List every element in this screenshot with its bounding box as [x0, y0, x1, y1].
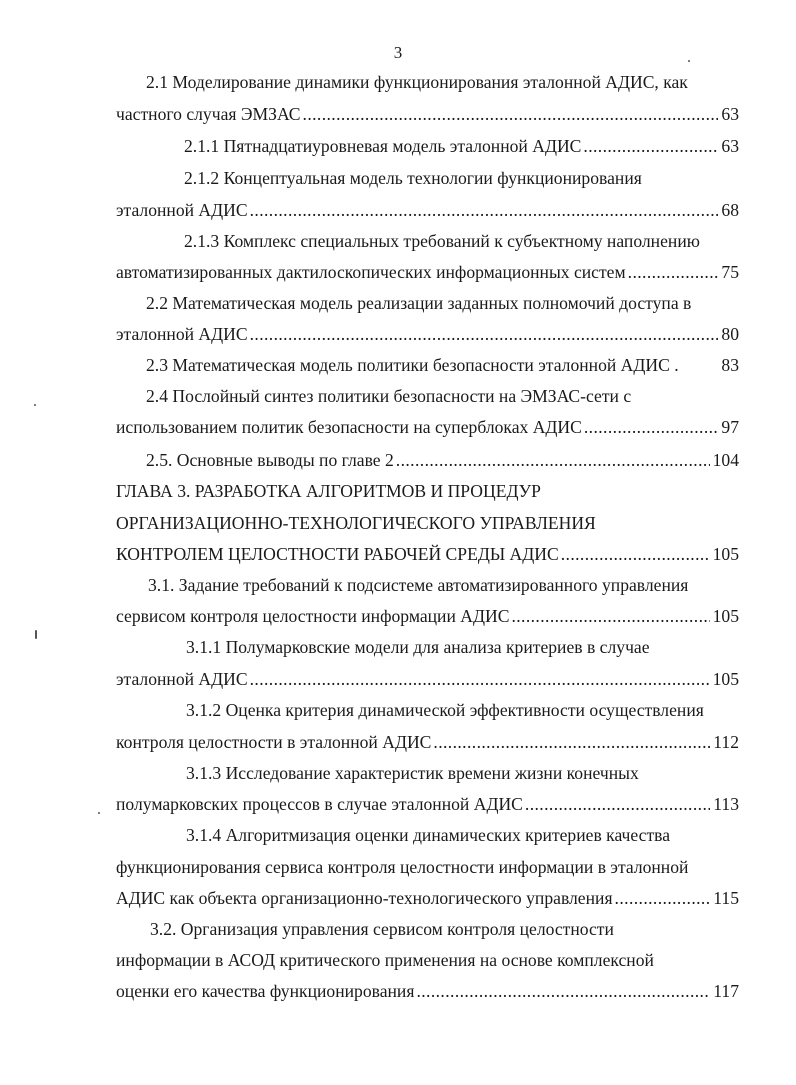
dot-leader	[433, 731, 710, 753]
toc-entry-2-1-2[interactable]: эталонной АДИС ..... 68	[116, 199, 739, 221]
toc-entry-3-1-1[interactable]: эталонной АДИС ..... 105	[116, 668, 739, 690]
toc-line: 3.1.3 Исследование характеристик времени жизни конечных	[186, 763, 639, 783]
dot-leader	[561, 543, 710, 565]
dot-leader	[584, 416, 719, 438]
scan-speck	[98, 812, 100, 814]
toc-page-number: 97	[721, 417, 739, 437]
toc-page-number: 63	[721, 136, 739, 156]
toc-entry-2-2[interactable]: эталонной АДИС ..... 80	[116, 323, 739, 345]
toc-line: информации в АСОД критического применения на основе комплексной	[116, 950, 654, 970]
scan-speck	[34, 404, 36, 406]
toc-line: 3.1.2 Оценка критерия динамической эффективности осуществления	[186, 700, 704, 720]
toc-page-number: 75	[721, 262, 739, 282]
toc-entry-3-1[interactable]: сервисом контроля целостности информации АДИС ..... 105	[116, 605, 739, 627]
toc-entry-2-4[interactable]: использованием политик безопасности на суперблоках АДИС ..... 97	[116, 416, 739, 438]
toc-line: 3.1.4 Алгоритмизация оценки динамических критериев качества	[186, 825, 671, 845]
toc-page-number: 80	[721, 324, 739, 344]
toc-entry-3-2[interactable]: оценки его качества функционирования ..... 117	[116, 980, 739, 1002]
scan-speck	[688, 60, 690, 62]
toc-page-number: 105	[712, 669, 739, 689]
toc-page-number: 83	[721, 355, 739, 375]
toc-entry-3-1-2[interactable]: контроля целостности в эталонной АДИС ..... 112	[116, 731, 739, 753]
dot-leader	[525, 793, 710, 815]
toc-line: 2.2 Математическая модель реализации заданных полномочий доступа в	[146, 293, 692, 313]
toc-line: 2.1.2 Концептуальная модель технологии функционирования	[184, 168, 642, 188]
dot-leader	[628, 261, 719, 283]
dot-leader	[396, 449, 710, 471]
toc-line: 2.4 Послойный синтез политики безопасности на ЭМЗАС-сети с	[146, 386, 632, 406]
dot-leader	[250, 323, 719, 345]
toc-page-number: 105	[712, 544, 739, 564]
dot-leader	[250, 199, 719, 221]
dot-leader	[583, 135, 718, 157]
toc-line: 3.2. Организация управления сервисом контроля целостности	[150, 919, 614, 939]
scan-speck	[35, 630, 37, 639]
toc-line: 3.1. Задание требований к подсистеме автоматизированного управления	[148, 575, 689, 595]
dot-leader	[250, 668, 710, 690]
toc-entry-chapter-3[interactable]: КОНТРОЛЕМ ЦЕЛОСТНОСТИ РАБОЧЕЙ СРЕДЫ АДИС ..... 105	[116, 543, 739, 565]
toc-line: 2.1 Моделирование динамики функционирования эталонной АДИС, как	[146, 72, 688, 92]
dot-leader	[303, 103, 719, 125]
toc-entry-2-5[interactable]: 2.5. Основные выводы по главе 2 ..... 104	[146, 449, 739, 471]
toc-entry-2-3[interactable]: 2.3 Математическая модель политики безопасности эталонной АДИС . 83	[146, 355, 739, 375]
toc-entry-2-1[interactable]: частного случая ЭМЗАС ..... 63	[116, 103, 739, 125]
page-number: 3	[393, 43, 403, 62]
toc-entry-2-1-3[interactable]: автоматизированных дактилоскопических информационных систем ..... 75	[116, 261, 739, 283]
toc-page-number: 63	[721, 104, 739, 124]
toc-line: функционирования сервиса контроля целостности информации в эталонной	[116, 857, 689, 877]
toc-line: 2.1.3 Комплекс специальных требований к субъектному наполнению	[184, 231, 700, 251]
toc-page-number: 117	[713, 981, 739, 1001]
toc-page-number: 115	[713, 888, 739, 908]
toc-line: ГЛАВА 3. РАЗРАБОТКА АЛГОРИТМОВ И ПРОЦЕДУР	[116, 481, 541, 501]
toc-entry-3-1-4[interactable]: АДИС как объекта организационно-технологического управления ..... 115	[116, 887, 739, 909]
dot-leader	[615, 887, 711, 909]
toc-page-number: 104	[712, 450, 739, 470]
toc-page-number: 105	[712, 606, 739, 626]
toc-page-number: 68	[721, 200, 739, 220]
toc-entry-3-1-3[interactable]: полумарковских процессов в случае эталонной АДИС ..... 113	[116, 793, 739, 815]
toc-entry-2-1-1[interactable]: 2.1.1 Пятнадцатиуровневая модель эталонной АДИС ..... 63	[184, 135, 739, 157]
dot-leader	[511, 605, 709, 627]
toc-page-number: 113	[713, 794, 739, 814]
toc-page-number: 112	[713, 732, 739, 752]
dot-leader	[416, 980, 710, 1002]
toc-line: 3.1.1 Полумарковские модели для анализа критериев в случае	[186, 637, 650, 657]
toc-line: ОРГАНИЗАЦИОННО-ТЕХНОЛОГИЧЕСКОГО УПРАВЛЕНИЯ	[116, 513, 596, 533]
